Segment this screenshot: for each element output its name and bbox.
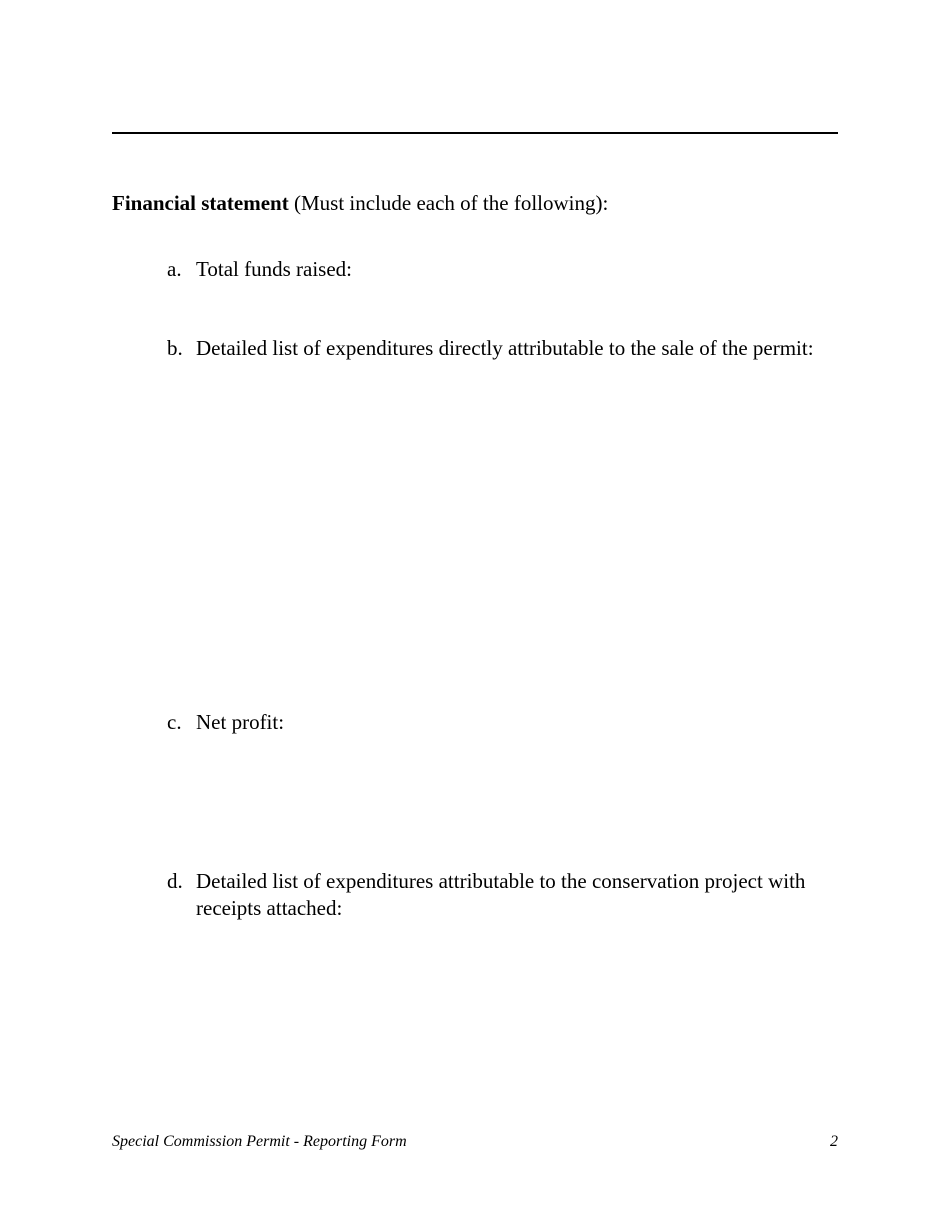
header-rule xyxy=(112,132,838,134)
list-item-sale-expenditures xyxy=(167,335,847,362)
list-item-project-expenditures xyxy=(167,868,847,922)
footer-form-title: Special Commission Permit - Reporting Form xyxy=(112,1133,407,1150)
footer-page-number: 2 xyxy=(830,1133,838,1150)
list-item-total-funds xyxy=(167,256,847,283)
list-item-net-profit xyxy=(167,709,847,736)
list-item-text: Detailed list of expenditures attributable to the conservation project with receipts attached: xyxy=(196,869,806,920)
heading-bold-label: Financial statement xyxy=(112,191,289,215)
list-item-text: Detailed list of expenditures directly attributable to the sale of the permit: xyxy=(196,336,814,360)
heading-instruction: (Must include each of the following): xyxy=(288,191,609,215)
list-marker: a. xyxy=(167,257,182,281)
list-item-text: Total funds raised: xyxy=(196,257,352,281)
list-marker: b. xyxy=(167,336,183,360)
section-heading xyxy=(112,189,608,217)
list-item-text: Net profit: xyxy=(196,710,285,734)
list-marker: d. xyxy=(167,869,183,893)
list-marker: c. xyxy=(167,710,182,734)
